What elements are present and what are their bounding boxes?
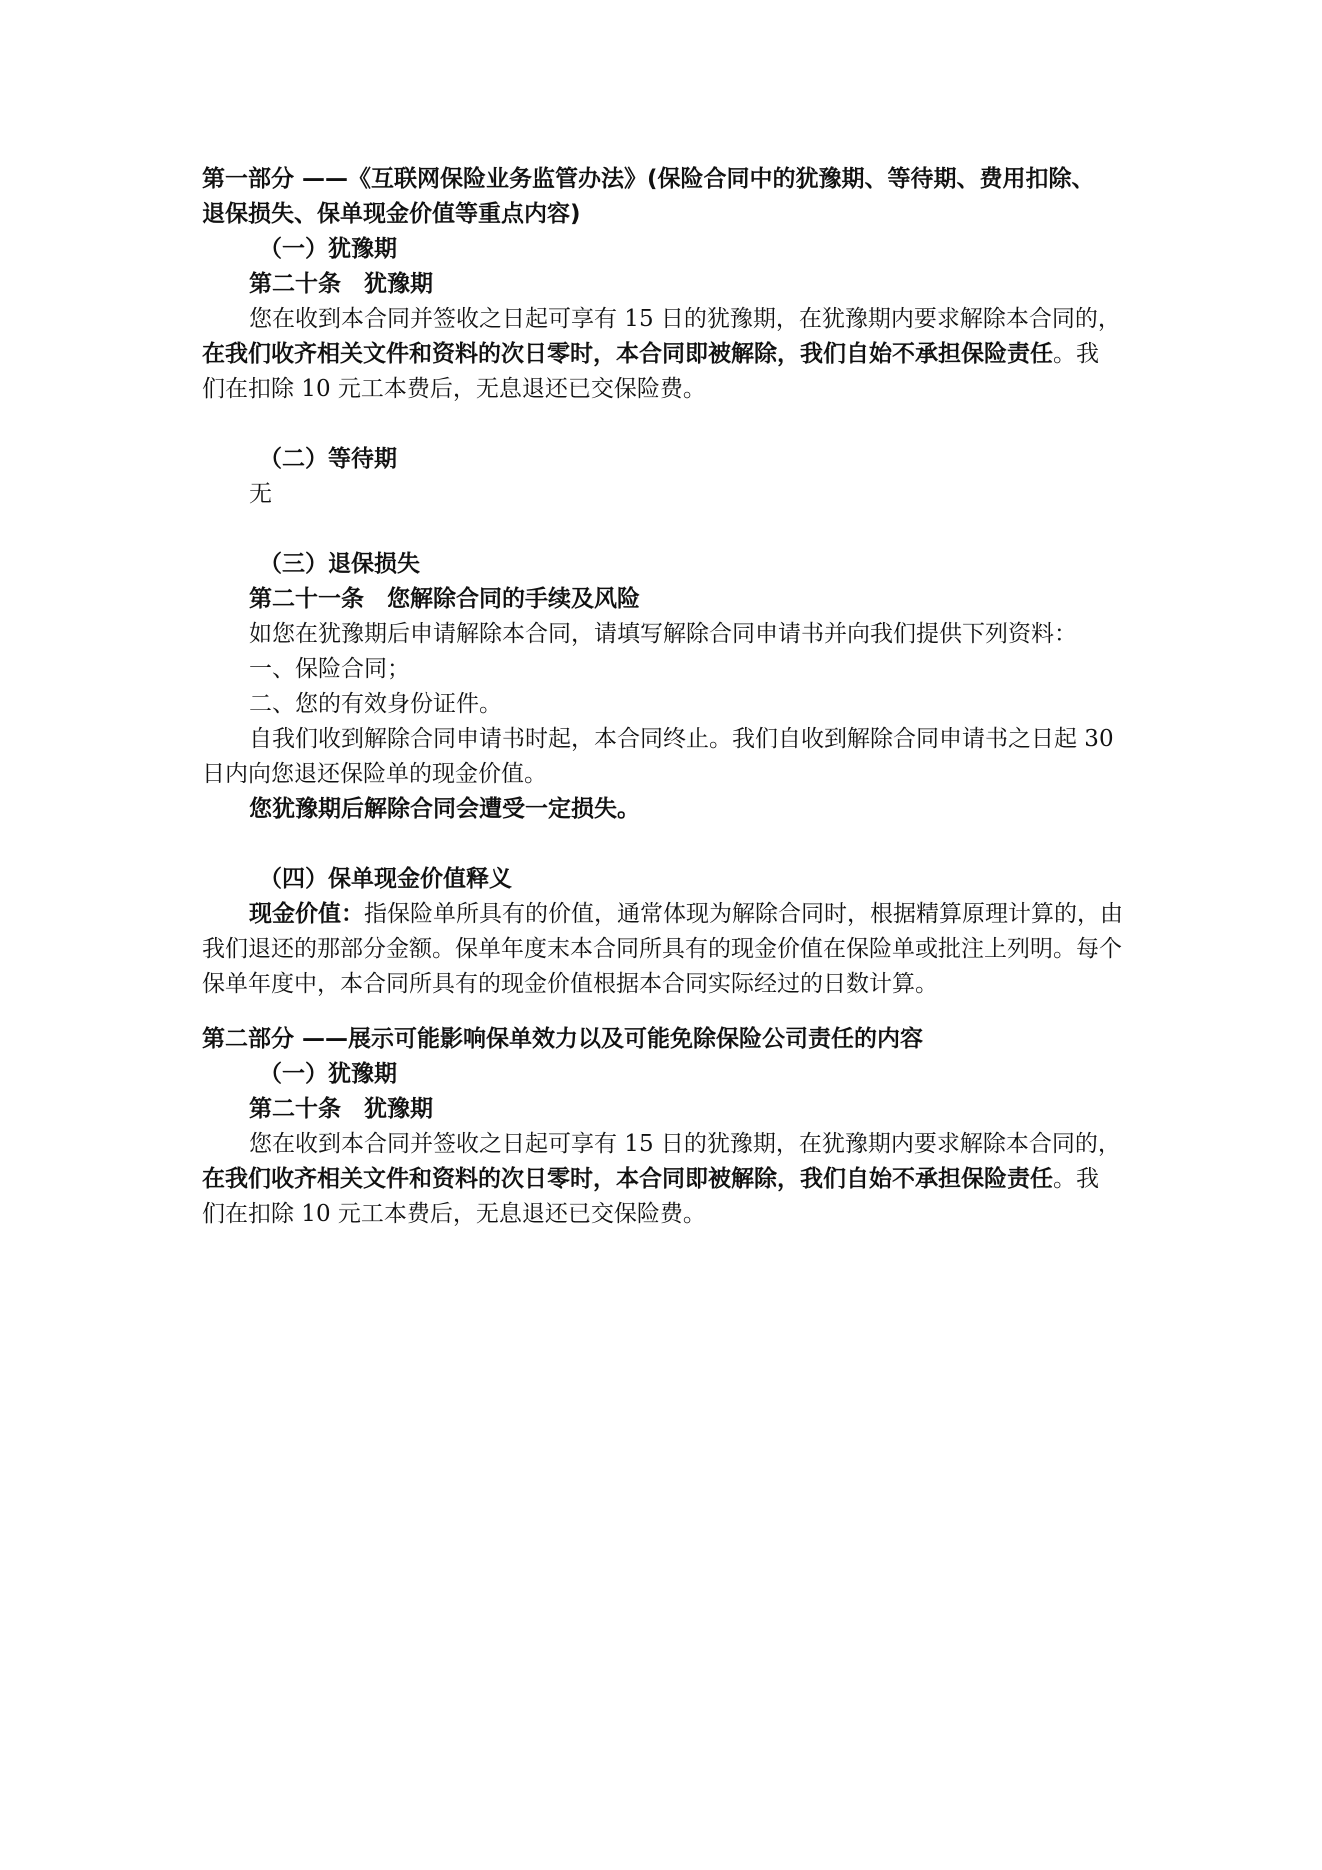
clause-tail: 。我 [1053, 341, 1099, 367]
cash-value-definition: 指保险单所具有的价值，通常体现为解除合同时，根据精算原理计算的，由 [364, 901, 1123, 927]
part1-sec3-paragraph2-line1: 自我们收到解除合同申请书时起，本合同终止。我们自收到解除合同申请书之日起 30 [249, 726, 1114, 752]
part1-sec3-item1: 一、保险合同； [249, 656, 410, 682]
cash-value-term: 现金价值： [249, 901, 364, 927]
part2-sec1-article: 第二十条 犹豫期 [249, 1096, 433, 1122]
part1-heading-line2: 退保损失、保单现金价值等重点内容) [202, 201, 581, 227]
part1-sec3-paragraph1: 如您在犹豫期后申请解除本合同，请填写解除合同申请书并向我们提供下列资料： [249, 621, 1077, 647]
part1-sec3-paragraph2-line2: 日内向您退还保险单的现金价值。 [202, 761, 547, 787]
part2-sec1-title: （一）犹豫期 [259, 1061, 397, 1087]
part1-sec4-paragraph-line1 [202, 897, 1132, 932]
part1-sec1-paragraph-line2 [202, 337, 1132, 372]
part1-sec3-item2: 二、您的有效身份证件。 [249, 691, 502, 717]
part2-heading: 第二部分 ——展示可能影响保单效力以及可能免除保险公司责任的内容 [202, 1026, 924, 1052]
part1-heading-line1: 第一部分 ——《互联网保险业务监管办法》(保险合同中的犹豫期、等待期、费用扣除、 [202, 166, 1095, 192]
part1-sec1-article: 第二十条 犹豫期 [249, 271, 433, 297]
part1-sec2-title: （二）等待期 [259, 446, 397, 472]
part2-sec1-paragraph-line1: 您在收到本合同并签收之日起可享有 15 日的犹豫期，在犹豫期内要求解除本合同的， [249, 1131, 1121, 1157]
clause-tail: 。我 [1053, 1166, 1099, 1192]
part1-sec4-paragraph-line3: 保单年度中，本合同所具有的现金价值根据本合同实际经过的日数计算。 [202, 971, 938, 997]
bold-clause: 在我们收齐相关文件和资料的次日零时，本合同即被解除，我们自始不承担保险责任 [202, 341, 1053, 367]
part1-sec4-paragraph-line2: 我们退还的那部分金额。保单年度末本合同所具有的现金价值在保险单或批注上列明。每个 [202, 936, 1122, 962]
part1-sec1-paragraph-line1: 您在收到本合同并签收之日起可享有 15 日的犹豫期，在犹豫期内要求解除本合同的， [249, 306, 1121, 332]
part2-sec1-paragraph-line2 [202, 1162, 1132, 1197]
part1-sec3-title: （三）退保损失 [259, 551, 420, 577]
part1-sec3-warning: 您犹豫期后解除合同会遭受一定损失。 [249, 796, 640, 822]
part1-sec4-title: （四）保单现金价值释义 [259, 866, 512, 892]
part1-sec1-title: （一）犹豫期 [259, 236, 397, 262]
part2-sec1-paragraph-line3: 们在扣除 10 元工本费后，无息退还已交保险费。 [202, 1201, 706, 1227]
document-page [202, 162, 1132, 1232]
part1-sec3-article: 第二十一条 您解除合同的手续及风险 [249, 586, 640, 612]
bold-clause: 在我们收齐相关文件和资料的次日零时，本合同即被解除，我们自始不承担保险责任 [202, 1166, 1053, 1192]
part1-sec1-paragraph-line3: 们在扣除 10 元工本费后，无息退还已交保险费。 [202, 376, 706, 402]
part1-sec2-body: 无 [249, 481, 272, 507]
